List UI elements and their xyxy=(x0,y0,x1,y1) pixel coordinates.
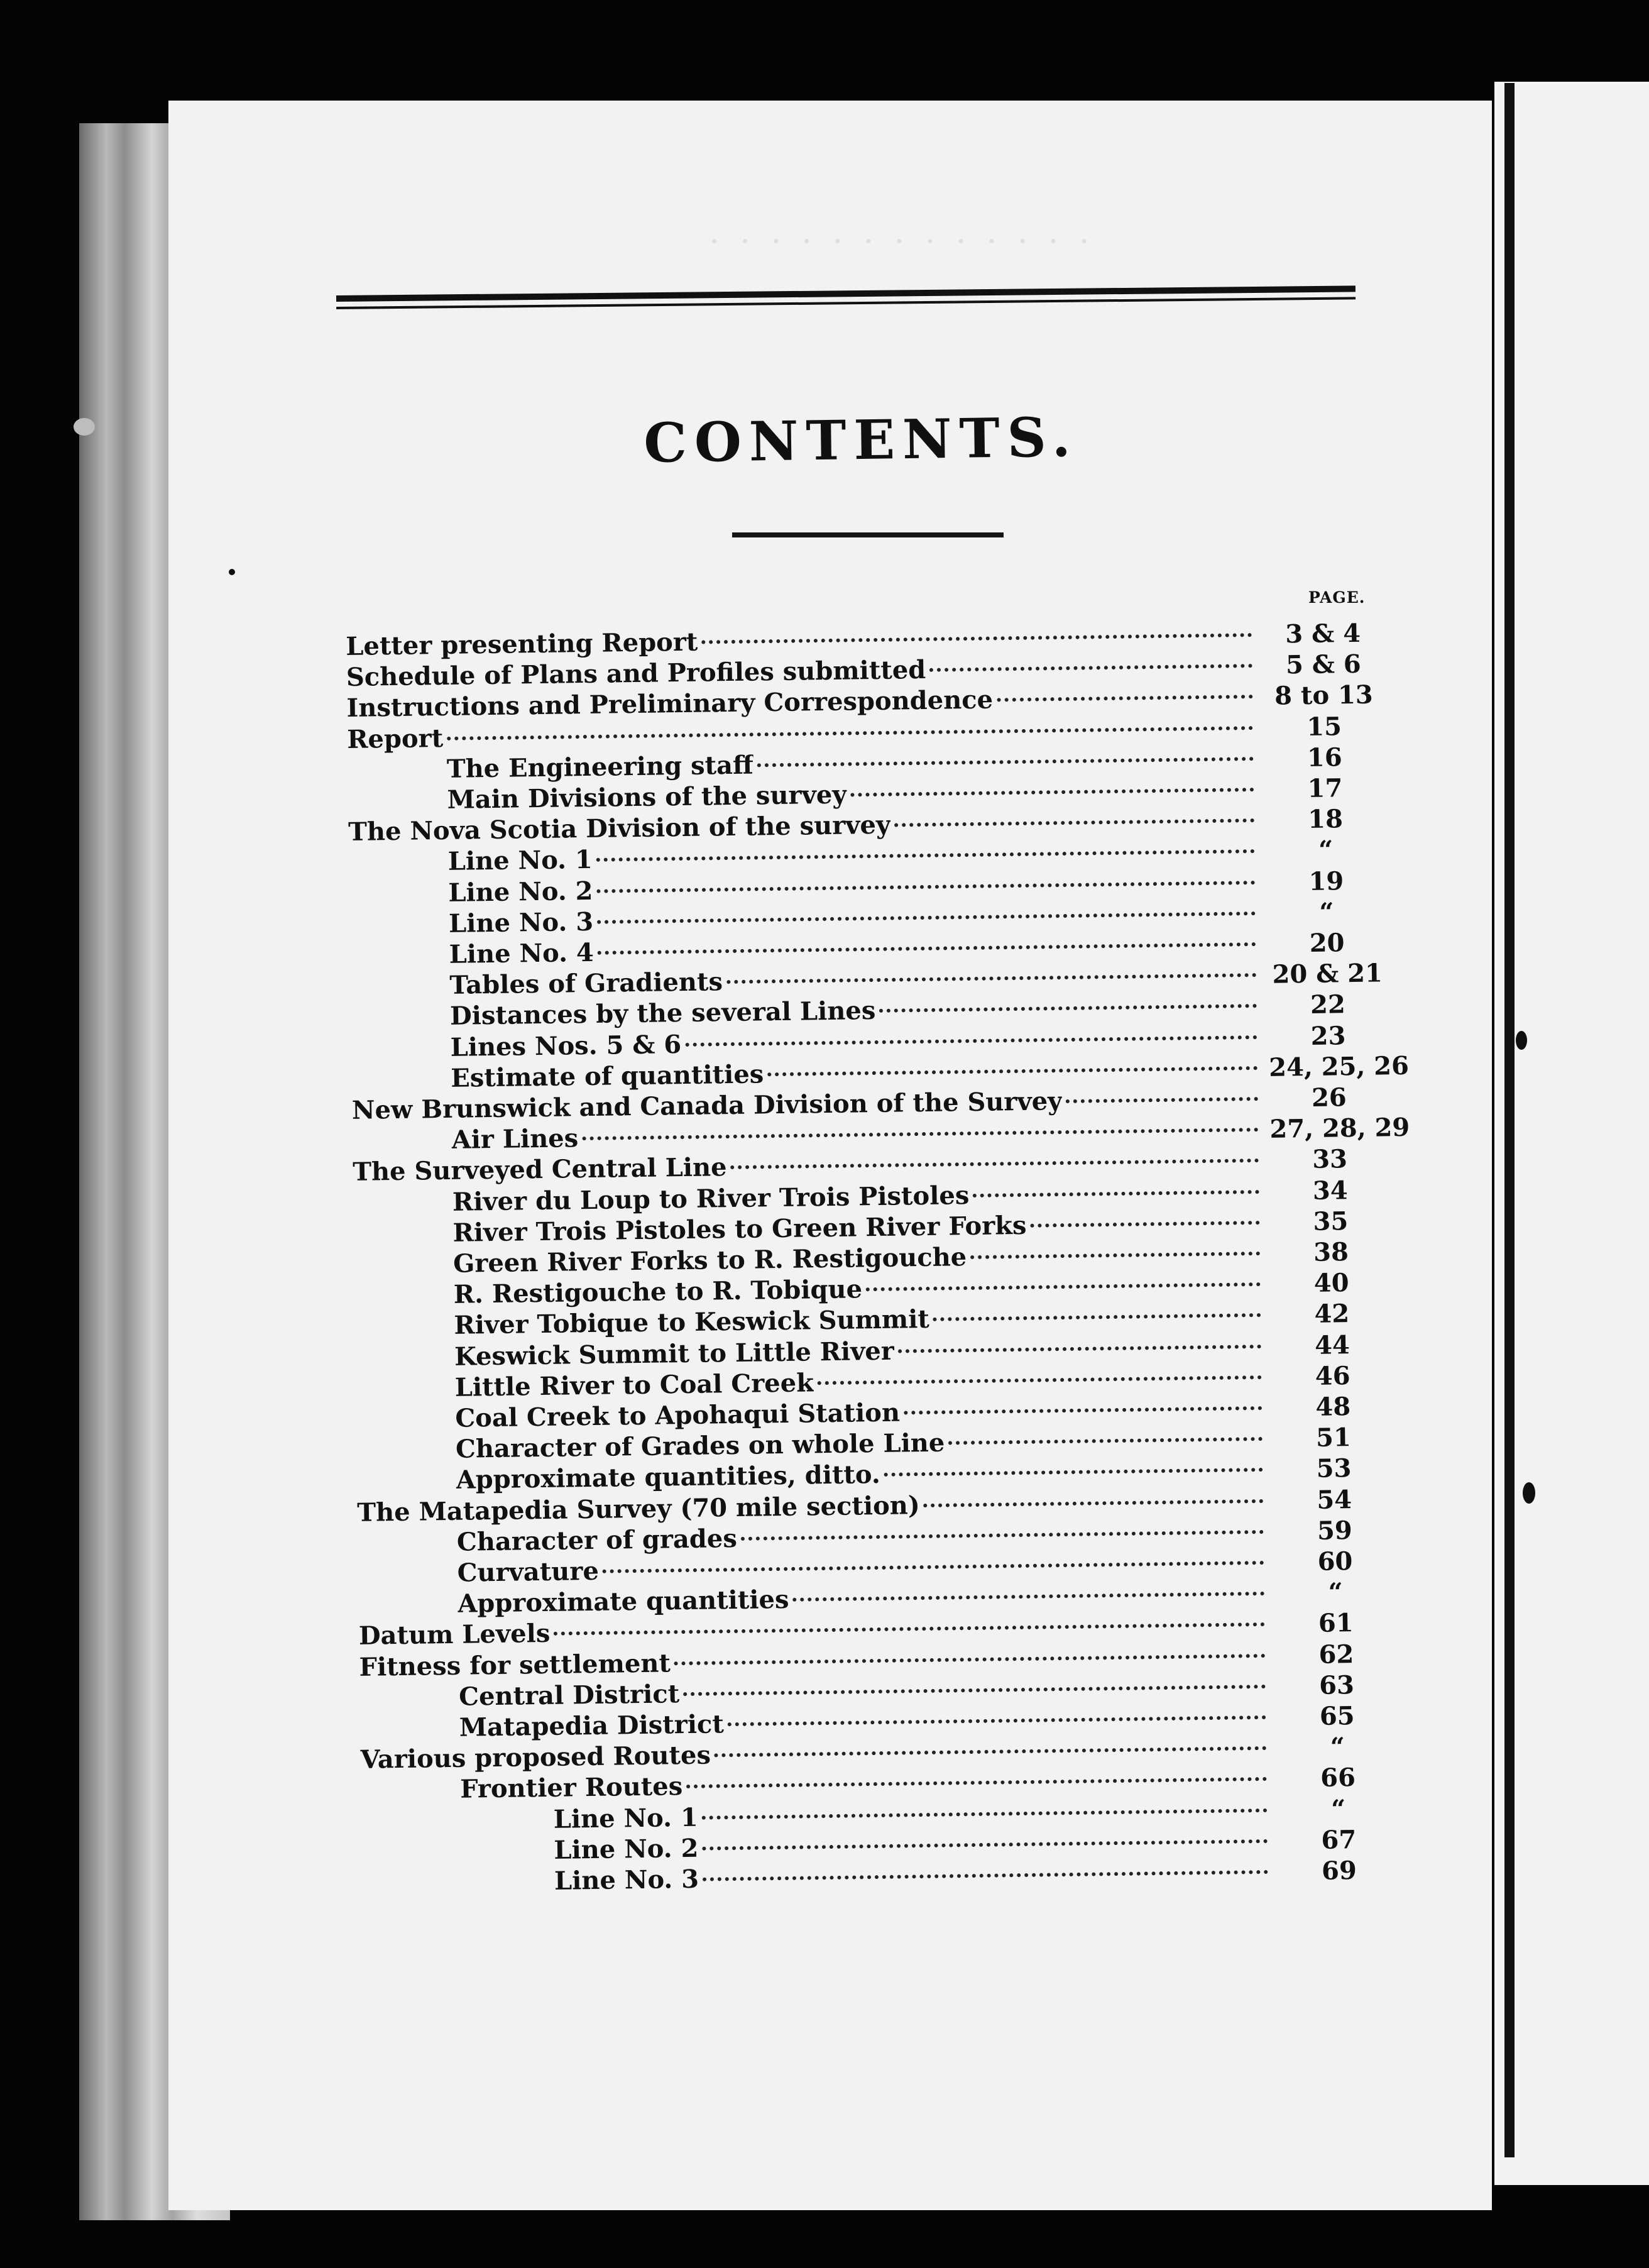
entry-title: Letter presenting Report xyxy=(346,627,698,661)
entry-title: Line No. 1 xyxy=(447,844,593,876)
entry-page-number: 51 xyxy=(1315,1423,1352,1453)
entry-title: Estimate of quantities xyxy=(451,1059,764,1093)
entry-title: Character of grades xyxy=(456,1523,738,1557)
entry-page-number: 16 xyxy=(1307,742,1342,773)
entry-page-number: “ xyxy=(1330,1732,1345,1762)
page-column-label: PAGE. xyxy=(1308,588,1366,607)
leader-dots xyxy=(884,1468,1263,1477)
entry-title: Coal Creek to Apohaqui Station xyxy=(455,1397,901,1433)
entry-page-number: 18 xyxy=(1307,804,1344,834)
entry-page-number: 40 xyxy=(1313,1268,1349,1298)
entry-page-number: 22 xyxy=(1310,989,1346,1020)
entry-title: Lines Nos. 5 & 6 xyxy=(450,1030,682,1062)
leader-dots xyxy=(703,1870,1268,1881)
leader-dots xyxy=(894,818,1254,827)
entry-title: Line No. 2 xyxy=(448,876,593,908)
entry-page-number: “ xyxy=(1328,1577,1343,1607)
entry-page-number: “ xyxy=(1330,1794,1346,1824)
entry-title: Line No. 2 xyxy=(554,1833,699,1865)
scan-speck xyxy=(1516,1031,1527,1050)
entry-title: Air Lines xyxy=(451,1123,579,1155)
entry-title: Main Divisions of the survey xyxy=(447,779,847,815)
entry-page-number: “ xyxy=(1318,835,1334,865)
entry-page-number: 44 xyxy=(1314,1330,1350,1360)
entry-title: Green River Forks to R. Restigouche xyxy=(452,1242,967,1279)
scan-speck xyxy=(74,418,95,436)
leader-dots xyxy=(1030,1221,1259,1228)
entry-page-number: 20 xyxy=(1309,928,1345,958)
leader-dots xyxy=(767,1066,1257,1076)
entry-title: Fitness for settlement xyxy=(359,1648,671,1682)
entry-title: The Matapedia Survey (70 mile section) xyxy=(357,1490,921,1528)
leader-dots xyxy=(924,1499,1264,1507)
leader-dots xyxy=(997,695,1253,702)
entry-page-number: 59 xyxy=(1317,1516,1353,1546)
entry-page-number: 26 xyxy=(1311,1082,1347,1113)
entry-title: Character of Grades on whole Line xyxy=(455,1428,945,1464)
entry-page-number: 15 xyxy=(1306,712,1342,742)
leader-dots xyxy=(686,1777,1267,1788)
entry-page-number: 8 to 13 xyxy=(1274,680,1374,711)
leader-dots xyxy=(904,1406,1262,1414)
entry-title: Datum Levels xyxy=(358,1618,551,1651)
leader-dots xyxy=(726,973,1256,984)
entry-title: Line No. 1 xyxy=(553,1802,699,1834)
entry-title: The Nova Scotia Division of the survey xyxy=(348,810,891,847)
entry-title: New Brunswick and Canada Division of the Survey xyxy=(351,1086,1063,1125)
entry-title: The Engineering staff xyxy=(446,750,754,784)
entry-title: Approximate quantities xyxy=(457,1584,789,1619)
entry-title: The Surveyed Central Line xyxy=(352,1152,727,1187)
entry-title: Tables of Gradients xyxy=(449,967,723,1000)
leader-dots xyxy=(1066,1097,1258,1103)
leader-dots xyxy=(818,1375,1262,1385)
entry-page-number: 67 xyxy=(1321,1825,1357,1855)
entry-page-number: 48 xyxy=(1315,1392,1351,1422)
entry-page-number: 63 xyxy=(1318,1670,1355,1700)
entry-title: River Tobique to Keswick Summit xyxy=(454,1304,930,1340)
entry-page-number: 46 xyxy=(1315,1361,1350,1391)
leader-dots xyxy=(685,1035,1257,1047)
entry-page-number: 34 xyxy=(1312,1175,1348,1206)
entry-page-number: 53 xyxy=(1316,1453,1352,1484)
entry-page-number: 27, 28, 29 xyxy=(1269,1112,1410,1144)
leader-dots xyxy=(702,1839,1268,1851)
leader-dots xyxy=(582,1128,1258,1140)
entry-page-number: 65 xyxy=(1319,1701,1355,1731)
entry-title: Report xyxy=(346,723,444,754)
page-title: CONTENTS. xyxy=(643,405,1079,475)
entry-title: Instructions and Preliminary Correspondence xyxy=(346,685,994,723)
bleed-through-marks: · · · · · · · · · · · · · xyxy=(709,223,1095,261)
entry-title: Little River to Coal Creek xyxy=(454,1368,814,1402)
entry-page-number: 62 xyxy=(1318,1639,1354,1670)
entry-page-number: 61 xyxy=(1318,1608,1354,1638)
leader-dots xyxy=(792,1592,1264,1602)
leader-dots xyxy=(701,633,1252,644)
entry-title: Approximate quantities, ditto. xyxy=(456,1459,881,1495)
facing-page-edge xyxy=(1494,82,1649,2185)
leader-dots xyxy=(728,1715,1266,1726)
entry-page-number: 69 xyxy=(1321,1856,1357,1886)
entry-page-number: 20 & 21 xyxy=(1272,958,1383,989)
entry-page-number: 5 & 6 xyxy=(1285,649,1361,680)
leader-dots xyxy=(948,1437,1263,1445)
leader-dots xyxy=(597,911,1256,924)
leader-dots xyxy=(850,788,1254,796)
leader-dots xyxy=(596,849,1255,862)
entry-page-number: 33 xyxy=(1312,1144,1348,1174)
entry-page-number: 60 xyxy=(1317,1546,1353,1577)
entry-page-number: 19 xyxy=(1308,866,1344,896)
entry-page-number: 42 xyxy=(1314,1299,1350,1329)
leader-dots xyxy=(715,1746,1267,1757)
entry-title: Schedule of Plans and Profiles submitted xyxy=(346,654,926,692)
leader-dots xyxy=(973,1190,1259,1197)
leader-dots xyxy=(929,664,1252,672)
entry-title: Line No. 3 xyxy=(448,906,594,939)
entry-title: Central District xyxy=(458,1679,680,1712)
entry-page-number: 54 xyxy=(1317,1485,1352,1515)
entry-title: Line No. 4 xyxy=(449,937,594,969)
entry-page-number: 35 xyxy=(1313,1206,1349,1236)
book-spine-shadow xyxy=(1504,83,1515,2157)
leader-dots xyxy=(970,1252,1260,1259)
leader-dots xyxy=(757,757,1254,767)
entry-title: Frontier Routes xyxy=(459,1771,683,1804)
entry-title: Curvature xyxy=(457,1556,600,1588)
leader-dots xyxy=(731,1159,1259,1169)
entry-title: Distances by the several Lines xyxy=(449,996,876,1031)
entry-page-number: 3 & 4 xyxy=(1285,618,1361,649)
entry-page-number: 17 xyxy=(1307,773,1343,803)
leader-dots xyxy=(603,1561,1264,1573)
leader-dots xyxy=(554,1622,1265,1636)
entry-title: Matapedia District xyxy=(459,1709,725,1742)
entry-title: River du Loup to River Trois Pistoles xyxy=(452,1181,970,1217)
scan-speck xyxy=(229,569,235,575)
scan-speck xyxy=(1523,1482,1535,1504)
entry-title: Keswick Summit to Little River xyxy=(454,1336,895,1372)
entry-title: Line No. 3 xyxy=(554,1864,699,1896)
title-rule xyxy=(732,532,1004,537)
leader-dots xyxy=(933,1313,1261,1321)
entry-page-number: 23 xyxy=(1310,1021,1346,1051)
entry-title: River Trois Pistoles to Green River Forks xyxy=(452,1210,1027,1248)
entry-title: R. Restigouche to R. Tobique xyxy=(453,1274,863,1309)
leader-dots xyxy=(596,881,1255,893)
leader-dots xyxy=(866,1282,1261,1291)
entry-page-number: “ xyxy=(1319,897,1334,927)
entry-page-number: 66 xyxy=(1320,1763,1356,1793)
leader-dots xyxy=(674,1654,1266,1665)
entry-page-number: 24, 25, 26 xyxy=(1268,1050,1410,1082)
leader-dots xyxy=(683,1685,1266,1696)
contents-list xyxy=(346,617,1410,1950)
entry-page-number: 38 xyxy=(1313,1237,1349,1267)
entry-title: Various proposed Routes xyxy=(360,1740,711,1775)
leader-dots xyxy=(702,1808,1268,1820)
leader-dots xyxy=(598,942,1256,955)
leader-dots xyxy=(898,1345,1261,1353)
leader-dots xyxy=(879,1004,1257,1013)
leader-dots xyxy=(741,1530,1264,1541)
leader-dots xyxy=(447,726,1253,740)
